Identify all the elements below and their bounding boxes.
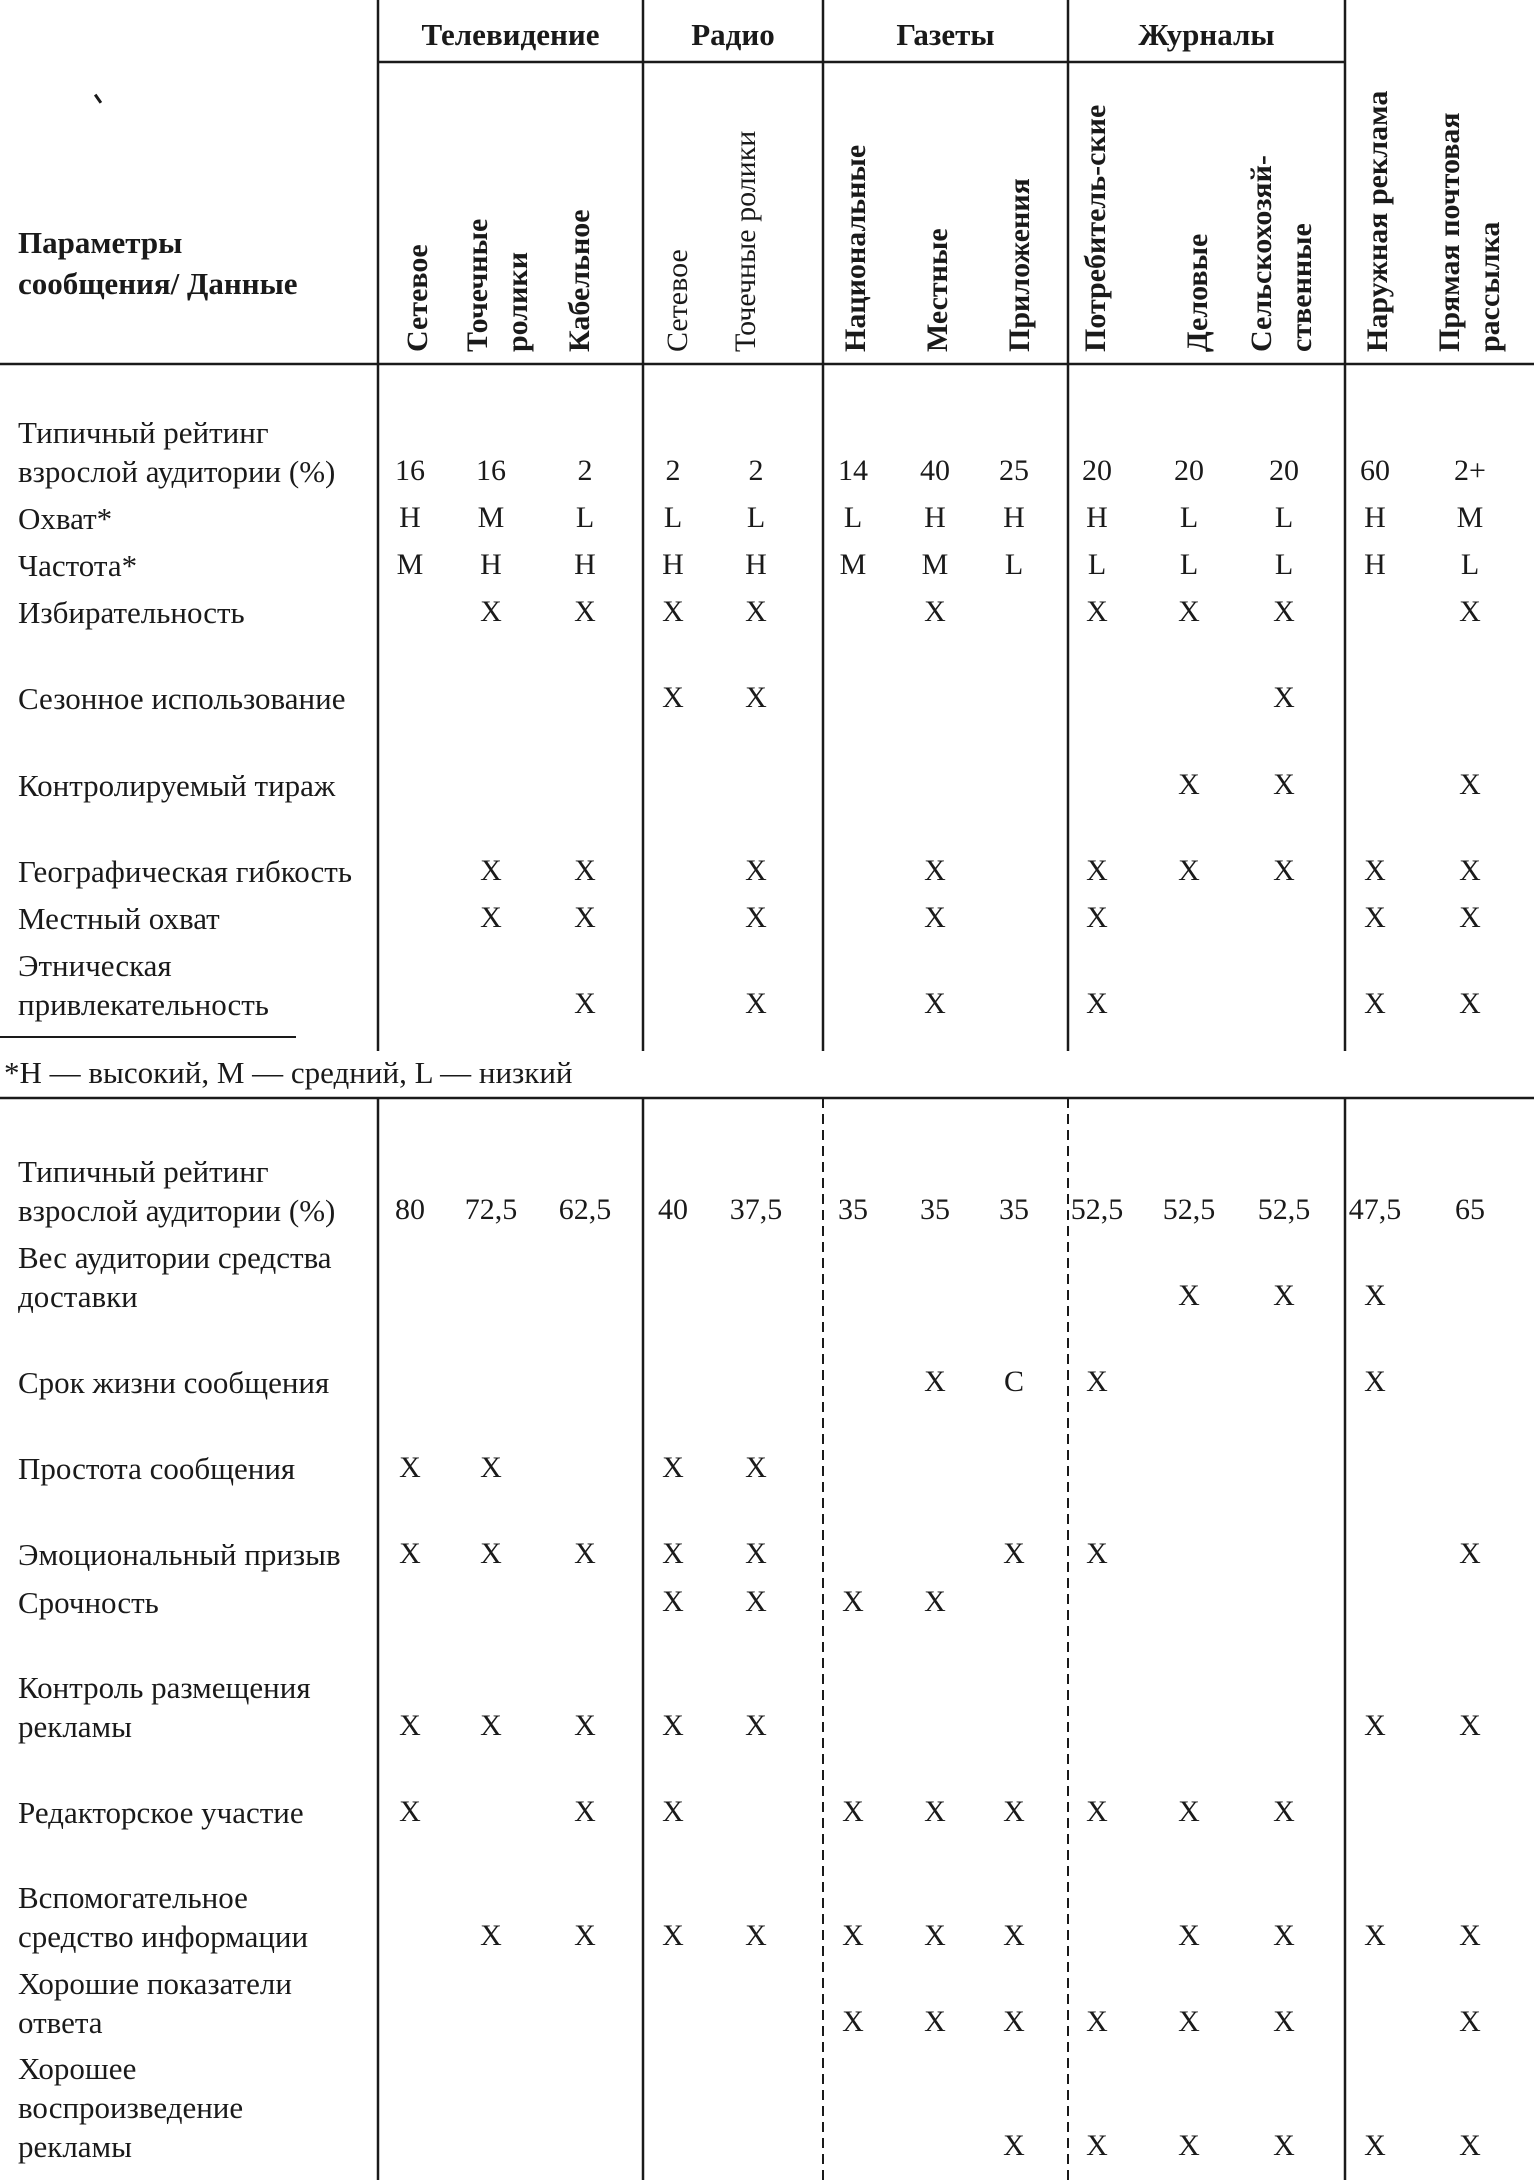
table-cell: X (1086, 1795, 1108, 1828)
table-row (0, 718, 1534, 805)
table-cell: 72,5 (464, 1193, 518, 1226)
table-cell: X (1086, 854, 1108, 887)
table-cell: X (1003, 1795, 1025, 1828)
table-cell: X (745, 901, 767, 934)
table-cell: X (480, 901, 502, 934)
column-header-parameters: Параметры сообщения/ Данные (18, 225, 298, 301)
column-header-outdoor: Наружная реклама (1361, 90, 1394, 352)
table-cell: X (745, 1919, 767, 1952)
table-cell: X (1003, 1919, 1025, 1952)
table-row (0, 805, 1534, 891)
table-row (0, 1230, 1534, 1316)
row-label: Вспомогательное средство информации (18, 1880, 309, 1954)
row-label: Местный охват (18, 901, 220, 936)
table-cell: X (1364, 1365, 1386, 1398)
table-cell: X (1459, 768, 1481, 801)
table-cell: 20 (1174, 454, 1204, 487)
table-row (0, 370, 1534, 491)
legend-footnote: *H — высокий, M — средний, L — низкий (4, 1055, 573, 1090)
table-cell: X (662, 1795, 684, 1828)
table-cell: X (924, 1365, 946, 1398)
table-cell: X (1459, 854, 1481, 887)
row-label: Контролируемый тираж (18, 768, 336, 803)
table-cell: H (480, 548, 502, 581)
table-cell: X (745, 1451, 767, 1484)
table-cell: X (662, 681, 684, 714)
table-cell: X (480, 1709, 502, 1742)
table-cell: H (1364, 501, 1386, 534)
table-cell: X (574, 595, 596, 628)
table-cell: X (1364, 1919, 1386, 1952)
table-cell: X (924, 1795, 946, 1828)
table-row (0, 1832, 1534, 1956)
table-cell: L (575, 501, 595, 534)
table-cell: X (574, 987, 596, 1020)
column-header-tv-spot: Точечные ролики (461, 218, 534, 352)
table-cell: 2 (748, 454, 764, 487)
row-label: Эмоциональный призыв (18, 1537, 341, 1572)
table-row (0, 2042, 1534, 2166)
column-header-radio-spot: Точечные ролики (729, 130, 762, 352)
table-cell: X (1459, 987, 1481, 1020)
table-cell: X (399, 1709, 421, 1742)
table-cell: X (1178, 595, 1200, 628)
table-cell: X (1459, 901, 1481, 934)
table-cell: 65 (1455, 1193, 1485, 1226)
table-cell: L (1179, 548, 1199, 581)
table-row (0, 1956, 1534, 2042)
table-cell: X (1086, 595, 1108, 628)
table-cell: 14 (838, 454, 868, 487)
table-cell: X (924, 987, 946, 1020)
table-cell: X (842, 1585, 864, 1618)
column-header-tv-network: Сетевое (401, 244, 434, 352)
group-header-newspapers: Газеты (896, 17, 995, 52)
table-cell: 35 (838, 1193, 868, 1226)
table-cell: M (477, 501, 505, 534)
table-row (0, 1746, 1534, 1832)
table-cell: X (924, 2005, 946, 2038)
table-cell: X (745, 854, 767, 887)
table-cell: X (1364, 2129, 1386, 2162)
table-cell: 52,5 (1070, 1193, 1124, 1226)
table-cell: C (1003, 1365, 1024, 1398)
row-label: Типичный рейтинг взрослой аудитории (%) (18, 415, 336, 489)
table-cell: X (745, 595, 767, 628)
table-cell: X (662, 1451, 684, 1484)
table-cell: X (1273, 1919, 1295, 1952)
column-header-mag-consumer: Потребитель-ские (1079, 104, 1112, 352)
row-label: Сезонное использование (18, 681, 346, 716)
table-cell: X (1273, 595, 1295, 628)
table-cell: L (1004, 548, 1024, 581)
column-header-tv-cable: Кабельное (563, 209, 596, 352)
table-cell: 47,5 (1348, 1193, 1402, 1226)
table-cell: 16 (395, 454, 425, 487)
table-cell: X (1086, 1537, 1108, 1570)
row-label: Простота сообщения (18, 1451, 296, 1486)
table-cell: X (399, 1537, 421, 1570)
table-cell: X (1273, 768, 1295, 801)
table-cell: H (1003, 501, 1025, 534)
table-cell: X (1459, 1709, 1481, 1742)
table-row (0, 632, 1534, 718)
table-cell: X (480, 1451, 502, 1484)
table-cell: X (1273, 681, 1295, 714)
table-cell: X (1003, 2129, 1025, 2162)
table-cell: M (839, 548, 867, 581)
table-cell: X (662, 1585, 684, 1618)
table-cell: X (1273, 1279, 1295, 1312)
table-cell: L (1179, 501, 1199, 534)
row-label: Срочность (18, 1585, 159, 1620)
table-cell: X (1364, 987, 1386, 1020)
column-header-radio-network: Сетевое (661, 249, 694, 352)
table-cell: X (480, 854, 502, 887)
table-cell: X (662, 595, 684, 628)
table-row (0, 1574, 1534, 1622)
table-cell: X (745, 681, 767, 714)
table-cell: M (396, 548, 424, 581)
row-label: Вес аудитории средства доставки (18, 1240, 332, 1314)
table-cell: 52,5 (1162, 1193, 1216, 1226)
table-cell: 25 (999, 454, 1029, 487)
table-cell: X (1178, 854, 1200, 887)
table-cell: X (745, 1585, 767, 1618)
table-cell: X (399, 1795, 421, 1828)
table-cell: X (1364, 901, 1386, 934)
table-cell: X (574, 854, 596, 887)
table-cell: X (924, 595, 946, 628)
table-cell: 40 (920, 454, 950, 487)
table-cell: 20 (1082, 454, 1112, 487)
table-cell: H (574, 548, 596, 581)
table-cell: X (574, 901, 596, 934)
table-cell: X (842, 1795, 864, 1828)
table-cell: M (921, 548, 949, 581)
table-cell: L (746, 501, 766, 534)
table-cell: L (663, 501, 683, 534)
table-row (0, 1110, 1534, 1230)
table-cell: X (480, 1537, 502, 1570)
table-cell: L (843, 501, 863, 534)
row-label: Охват* (18, 501, 113, 536)
table-cell: X (1086, 2129, 1108, 2162)
table-cell: H (1364, 548, 1386, 581)
row-label: Избирательность (18, 595, 245, 630)
table-cell: H (1086, 501, 1108, 534)
row-label: Редакторское участие (18, 1795, 304, 1830)
table-cell: X (1178, 1279, 1200, 1312)
table-cell: 2 (577, 454, 593, 487)
table-cell: 35 (999, 1193, 1029, 1226)
row-label: Частота* (18, 548, 138, 583)
table-cell: X (1003, 1537, 1025, 1570)
table-cell: H (662, 548, 684, 581)
table-cell: X (1178, 2129, 1200, 2162)
table-cell: X (1003, 2005, 1025, 2038)
table-cell: 37,5 (729, 1193, 783, 1226)
table-row (0, 1488, 1534, 1574)
table-cell: X (924, 1919, 946, 1952)
table-cell: 20 (1269, 454, 1299, 487)
table-cell: X (745, 987, 767, 1020)
table-cell: 2+ (1454, 454, 1486, 487)
column-header-direct-mail: Прямая почтовая рассылка (1433, 112, 1506, 352)
table-cell: L (1460, 548, 1480, 581)
table-cell: X (1364, 1709, 1386, 1742)
table-cell: X (842, 1919, 864, 1952)
table-cell: X (1364, 1279, 1386, 1312)
table-cell: X (1273, 854, 1295, 887)
table-row (0, 1316, 1534, 1402)
table-cell: X (574, 1795, 596, 1828)
table-cell: X (1364, 854, 1386, 887)
table-cell: X (480, 1919, 502, 1952)
column-header-paper-supplement: Приложения (1003, 178, 1036, 352)
table-cell: X (1273, 2005, 1295, 2038)
table-cell: X (1086, 901, 1108, 934)
row-label: Хорошее воспроизведение рекламы (18, 2051, 244, 2164)
table-cell: X (1178, 2005, 1200, 2038)
table-cell: X (662, 1919, 684, 1952)
table-cell: X (1273, 1795, 1295, 1828)
table-cell: 40 (658, 1193, 688, 1226)
table-cell: 35 (920, 1193, 950, 1226)
table-cell: X (1086, 987, 1108, 1020)
table-cell: X (1178, 1919, 1200, 1952)
table-cell: X (1459, 1537, 1481, 1570)
table-row (0, 538, 1534, 585)
table-cell: X (924, 901, 946, 934)
table-cell: 60 (1360, 454, 1390, 487)
group-header-tv: Телевидение (421, 17, 600, 52)
table-cell: X (1086, 2005, 1108, 2038)
table-cell: X (662, 1709, 684, 1742)
table-cell: X (399, 1451, 421, 1484)
table-cell: 16 (476, 454, 506, 487)
row-label: Географическая гибкость (18, 854, 352, 889)
table-cell: X (924, 1585, 946, 1618)
table-cell: X (745, 1537, 767, 1570)
row-label: Срок жизни сообщения (18, 1365, 330, 1400)
table-cell: H (399, 501, 421, 534)
table-cell: H (924, 501, 946, 534)
column-header-paper-national: Национальные (839, 144, 872, 352)
table-cell: X (662, 1537, 684, 1570)
table-cell: X (1459, 2005, 1481, 2038)
column-header-mag-agri: Сельскохозяй-ственные (1245, 155, 1318, 352)
table-row (0, 1622, 1534, 1746)
table-cell: X (842, 2005, 864, 2038)
table-cell: X (574, 1537, 596, 1570)
table-cell: X (1459, 1919, 1481, 1952)
table-row (0, 585, 1534, 632)
table-row (0, 891, 1534, 938)
table-cell: L (1274, 501, 1294, 534)
group-header-radio: Радио (691, 17, 775, 52)
table-row (0, 491, 1534, 538)
table-cell: L (1274, 548, 1294, 581)
row-label: Контроль размещения рекламы (18, 1670, 311, 1744)
table-cell: 52,5 (1257, 1193, 1311, 1226)
table-cell: X (924, 854, 946, 887)
table-cell: X (1178, 1795, 1200, 1828)
table-cell: L (1087, 548, 1107, 581)
column-header-mag-business: Деловые (1181, 233, 1214, 352)
row-label: Этническая привлекательность (18, 948, 269, 1022)
table-cell: X (574, 1919, 596, 1952)
table-cell: 80 (395, 1193, 425, 1226)
table-cell: X (1273, 2129, 1295, 2162)
table-cell: M (1456, 501, 1484, 534)
table-cell: X (1459, 595, 1481, 628)
table-row (0, 938, 1534, 1024)
group-header-magazines: Журналы (1138, 17, 1275, 52)
row-label: Типичный рейтинг взрослой аудитории (%) (18, 1154, 336, 1228)
table-cell: 62,5 (558, 1193, 612, 1226)
table-cell: X (1086, 1365, 1108, 1398)
table-cell: X (480, 595, 502, 628)
table-cell: H (745, 548, 767, 581)
table-cell: X (1178, 768, 1200, 801)
table-cell: X (1459, 2129, 1481, 2162)
table-cell: X (745, 1709, 767, 1742)
table-cell: 2 (665, 454, 681, 487)
table-row (0, 1402, 1534, 1488)
column-header-paper-local: Местные (921, 228, 954, 352)
table-cell: X (574, 1709, 596, 1742)
row-label: Хорошие показатели ответа (18, 1966, 292, 2040)
